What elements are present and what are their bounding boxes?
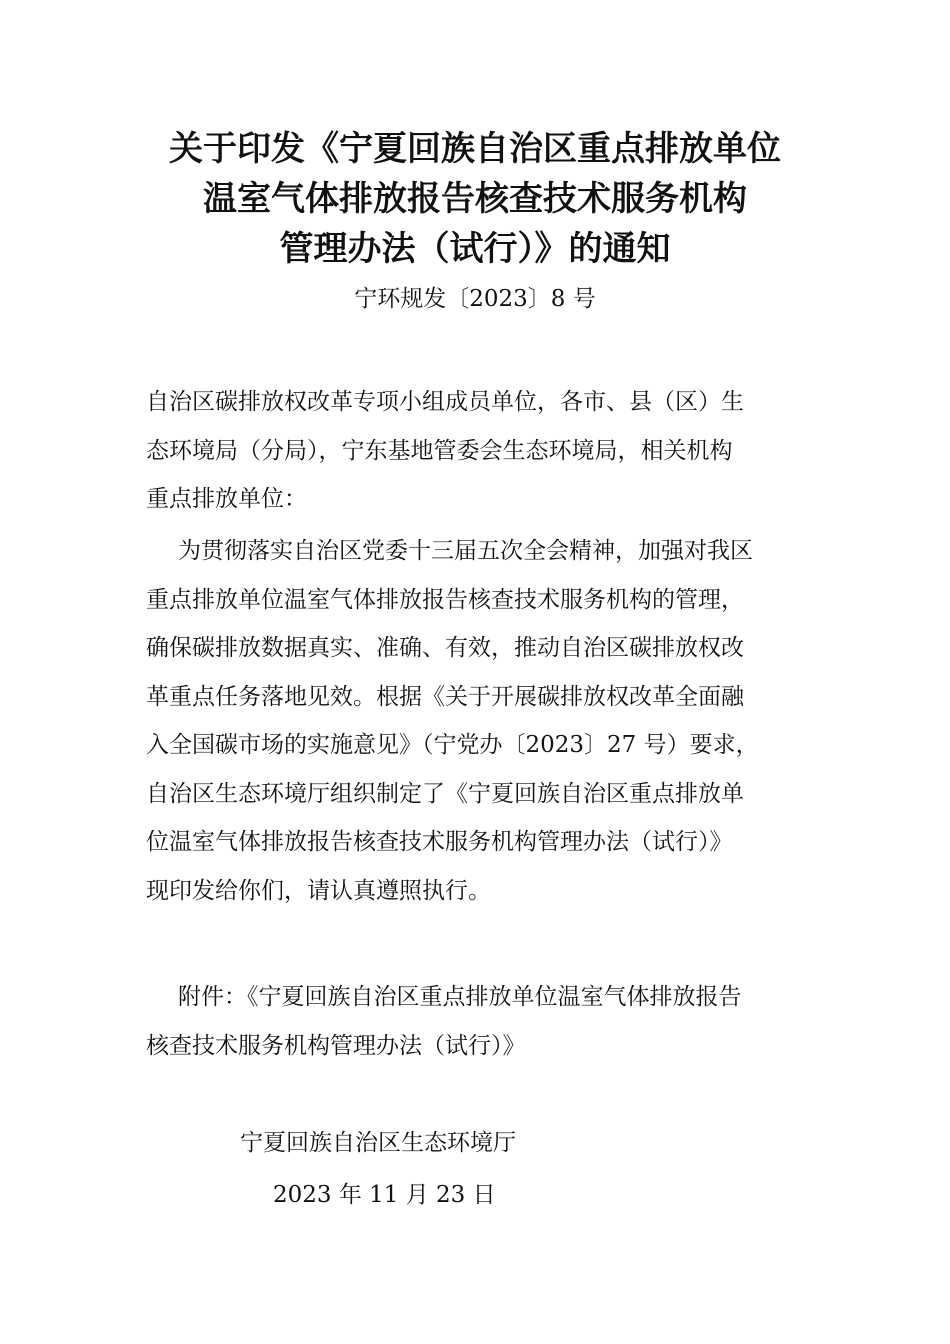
attachment-line: 附件：《宁夏回族自治区重点排放单位温室气体排放报告 (178, 984, 742, 1010)
body-line: 重点排放单位温室气体排放报告核查技术服务机构的管理， (146, 586, 744, 613)
body-line: 现印发给你们，请认真遵照执行。 (146, 877, 491, 904)
addressee-paragraph (146, 378, 806, 524)
title-line-1: 关于印发《宁夏回族自治区重点排放单位 (169, 129, 781, 169)
attachment-paragraph (146, 973, 806, 1070)
body-line: 革重点任务落地见效。根据《关于开展碳排放权改革全面融 (146, 683, 744, 710)
signature-date: 2023 年 11 月 23 日 (273, 1182, 496, 1208)
document-number: 宁环规发〔2023〕8 号 (354, 286, 596, 312)
addressee-line: 重点排放单位： (146, 486, 307, 512)
addressee-line: 自治区碳排放权改革专项小组成员单位，各市、县（区）生 (146, 389, 744, 415)
addressee-line: 态环境局（分局），宁东基地管委会生态环境局，相关机构 (146, 437, 733, 464)
title-line-3: 管理办法（试行）》的通知 (279, 229, 671, 269)
body-line: 确保碳排放数据真实、准确、有效，推动自治区碳排放权改 (146, 635, 744, 661)
signature-organization: 宁夏回族自治区生态环境厅 (240, 1130, 516, 1156)
document-title (0, 124, 950, 274)
body-line: 位温室气体排放报告核查技术服务机构管理办法（试行）》 (146, 829, 733, 855)
body-line: 为贯彻落实自治区党委十三届五次全会精神，加强对我区 (178, 538, 753, 564)
attachment-line: 核查技术服务机构管理办法（试行）》 (146, 1032, 526, 1059)
body-paragraph (146, 527, 806, 915)
title-line-2: 温室气体排放报告核查技术服务机构 (203, 179, 747, 219)
body-line: 入全国碳市场的实施意见》（宁党办〔2023〕27 号）要求， (146, 732, 759, 758)
body-line: 自治区生态环境厅组织制定了《宁夏回族自治区重点排放单 (146, 780, 744, 807)
